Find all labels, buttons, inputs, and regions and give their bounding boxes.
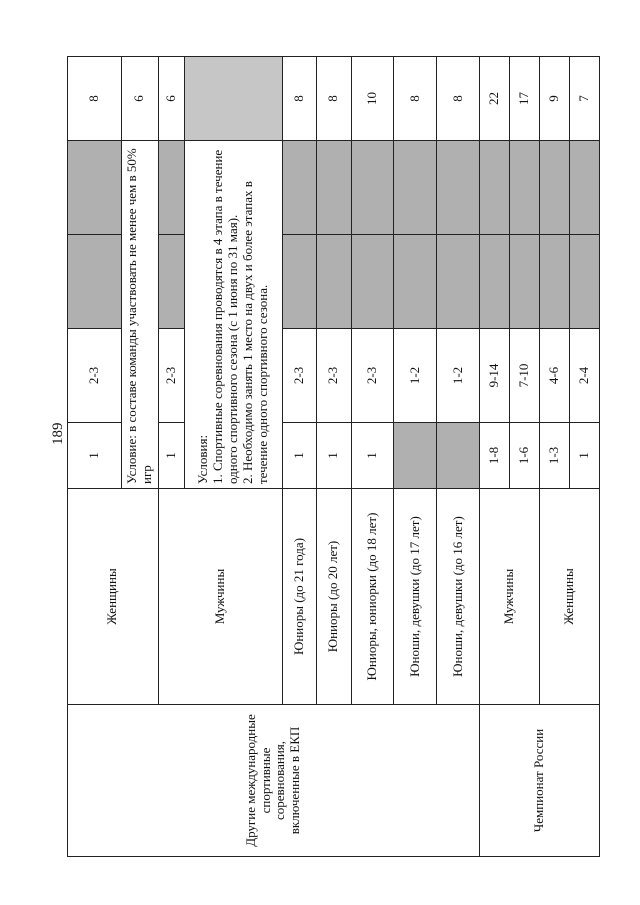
cell-value: 22 (479, 57, 509, 141)
conditions-item: 2. Необходимо занять 1 место на двух и более этапах в течение одного спортивного сезона. (239, 181, 270, 484)
cell-value: 7 (569, 57, 599, 141)
cell-value: 8 (394, 57, 437, 141)
cell-place-2: 2-3 (317, 329, 351, 423)
shaded-cell (394, 423, 437, 489)
age-label: Юноши, девушки (до 17 лет) (394, 489, 437, 705)
shaded-cell (351, 141, 394, 235)
age-label: Юноши, девушки (до 16 лет) (437, 489, 480, 705)
group-label: Женщины (539, 489, 599, 705)
shaded-cell (283, 235, 317, 329)
cell-place-2: 2-4 (569, 329, 599, 423)
cell-value: 6 (158, 57, 184, 141)
sports-ranks-table (67, 56, 600, 857)
cell-place-1: 1 (68, 423, 122, 489)
cell-place-1: 1 (283, 423, 317, 489)
cell-place-2: 2-3 (158, 329, 184, 423)
shaded-cell (437, 423, 480, 489)
cell-value: 6 (121, 57, 158, 141)
cell-place-1: 1 (569, 423, 599, 489)
conditions-text (184, 141, 283, 489)
conditions-item: 1. Спортивные соревнования проводятся в 4 этапа в течение одного спортивного сезона (с 1 июня по 31 мая). (209, 149, 240, 484)
shaded-cell (437, 141, 480, 235)
cell-place-2: 2-3 (351, 329, 394, 423)
shaded-cell (158, 141, 184, 235)
shaded-cell (351, 235, 394, 329)
cell-place-1: 1-6 (509, 423, 539, 489)
cell-place-1: 1-8 (479, 423, 509, 489)
shaded-cell (317, 141, 351, 235)
shaded-cell (569, 235, 599, 329)
shaded-cell (68, 141, 122, 235)
shaded-cell (539, 235, 569, 329)
cell-value: 8 (437, 57, 480, 141)
table-row (68, 57, 122, 857)
cell-value: 8 (283, 57, 317, 141)
cell-place-1: 1-3 (539, 423, 569, 489)
shaded-cell (509, 141, 539, 235)
shaded-cell (158, 235, 184, 329)
shaded-cell (479, 235, 509, 329)
cell-place-1: 1 (317, 423, 351, 489)
section-title-championship: Чемпионат России (479, 705, 599, 857)
cell-place-2: 1-2 (437, 329, 480, 423)
shaded-cell (68, 235, 122, 329)
cell-place-2: 1-2 (394, 329, 437, 423)
shaded-cell (479, 141, 509, 235)
cell-place-2: 4-6 (539, 329, 569, 423)
cell-place-2: 9-14 (479, 329, 509, 423)
condition-text: Условие: в составе команды участвовать не менее чем в 50% игр (121, 141, 158, 489)
cell-place-1: 1 (158, 423, 184, 489)
age-label: Юниоры (до 20 лет) (317, 489, 351, 705)
cell-value: 8 (317, 57, 351, 141)
page-number-strip (0, 0, 16, 442)
rotated-table-sheet (67, 57, 600, 857)
group-label: Мужчины (479, 489, 539, 705)
shaded-cell (394, 235, 437, 329)
cell-value: 8 (68, 57, 122, 141)
cell-value: 10 (351, 57, 394, 141)
shaded-cell (437, 235, 480, 329)
shaded-cell (283, 141, 317, 235)
table-row (479, 57, 509, 857)
section-title-international: Другие международные спортивные соревнования, включенные в ЕКП (68, 705, 480, 857)
group-label: Мужчины (158, 489, 282, 705)
shaded-cell (509, 235, 539, 329)
age-label: Юниоры, юниорки (до 18 лет) (351, 489, 394, 705)
shaded-cell (317, 235, 351, 329)
cell-place-1: 1 (351, 423, 394, 489)
cell-value: 9 (539, 57, 569, 141)
cell-place-2: 2-3 (283, 329, 317, 423)
conditions-heading: Условия: (194, 434, 210, 484)
page-number: 189 (50, 422, 66, 445)
cell-place-2: 7-10 (509, 329, 539, 423)
cell-place-2: 2-3 (68, 329, 122, 423)
cell-value: 17 (509, 57, 539, 141)
shaded-cell (539, 141, 569, 235)
shaded-cell (569, 141, 599, 235)
group-label: Женщины (68, 489, 159, 705)
shaded-cell (184, 57, 283, 141)
shaded-cell (394, 141, 437, 235)
age-label: Юниоры (до 21 года) (283, 489, 317, 705)
